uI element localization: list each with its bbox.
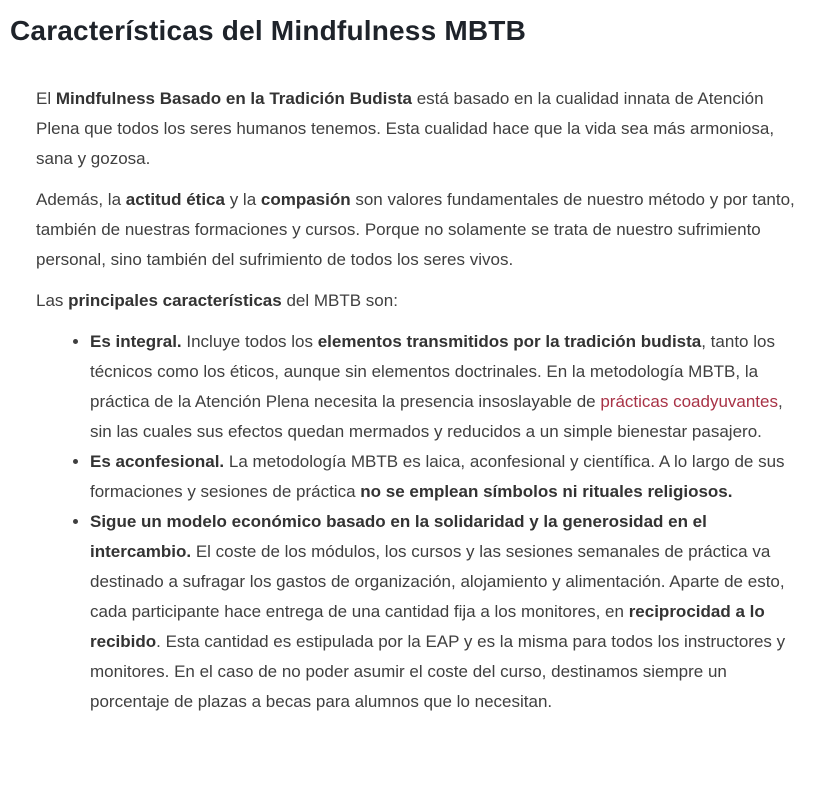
bold-text: compasión (260, 189, 351, 209)
bold-text: Es integral. (90, 331, 182, 351)
bold-text: reciprocidad a lo recibido (90, 601, 765, 651)
text-run: Además, la (36, 189, 126, 209)
values-paragraph (36, 185, 808, 275)
list-item-modelo-economico (90, 507, 808, 717)
text-run: El coste de los módulos, los cursos y las sesiones semanales de práctica va destinado a sufragar los gastos de organización, alojamiento y alimentación. Aparte de esto, cada participante hace entrega de una cantidad fija a los monitores, en (90, 541, 785, 621)
bold-text: Es aconfesional. (90, 451, 225, 471)
text-run: y la (224, 189, 261, 209)
text-run: Incluye todos los (181, 331, 318, 351)
text-run: Las (36, 290, 69, 310)
page-title: Características del Mindfulness MBTB (10, 15, 526, 46)
text-run: , tanto los técnicos como los éticos, aunque sin elementos doctrinales. En la metodología MBTB, la práctica de la Atención Plena necesita la presencia insoslayable de (90, 331, 775, 411)
text-run: La metodología MBTB es laica, aconfesional y científica. A lo largo de sus formaciones y sesiones de práctica (90, 451, 785, 501)
text-run: del MBTB son: (281, 290, 398, 310)
text-run: , sin las cuales sus efectos quedan mermados y reducidos a un simple bienestar pasajero. (90, 391, 783, 441)
intro-paragraph (36, 84, 808, 174)
practicas-coadyuvantes-link[interactable]: prácticas coadyuvantes (600, 391, 778, 411)
bold-text: no se emplean símbolos ni rituales religiosos. (360, 481, 733, 501)
bold-text: elementos transmitidos por la tradición budista (317, 331, 702, 351)
text-run: son valores fundamentales de nuestro método y por tanto, también de nuestras formaciones y cursos. Porque no solamente se trata de nuestro sufrimiento personal, sino también del sufrimiento de todos los seres vivos. (36, 189, 795, 269)
list-item-es-aconfesional (90, 447, 808, 507)
bold-text: Sigue un modelo económico basado en la solidaridad y la generosidad en el intercambio. (90, 511, 707, 561)
text-run: . Esta cantidad es estipulada por la EAP y es la misma para todos los instructores y monitores. En el caso de no poder asumir el coste del curso, destinamos siempre un porcentaje de plazas a becas para alumnos que lo necesitan. (90, 631, 786, 711)
list-item-es-integral (90, 327, 808, 447)
bold-text: Mindfulness Basado en la Tradición Budista (55, 88, 412, 108)
article-body (36, 84, 808, 717)
bold-text: principales características (68, 290, 282, 310)
bold-text: actitud ética (125, 189, 225, 209)
characteristics-list (36, 327, 808, 717)
text-run: está basado en la cualidad innata de Atención Plena que todos los seres humanos tenemos. Esta cualidad hace que la vida sea más armoniosa, sana y gozosa. (36, 88, 775, 168)
text-run: El (36, 88, 56, 108)
list-lead-paragraph (36, 286, 808, 316)
